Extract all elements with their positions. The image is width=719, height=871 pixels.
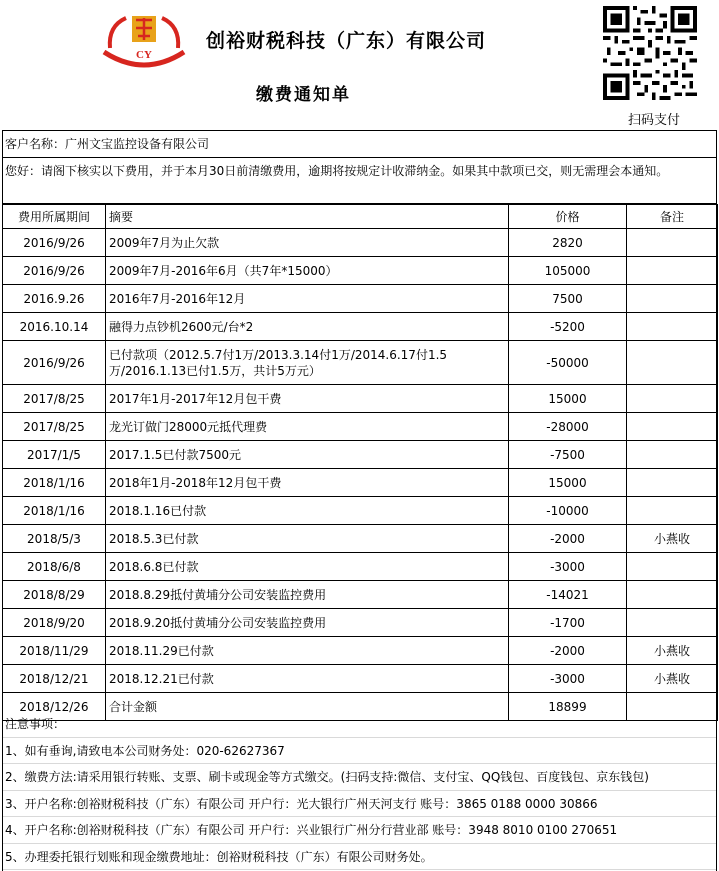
- document-header: [0, 0, 719, 130]
- period-cell: 2016.9.26: [3, 285, 106, 313]
- customer-row: [3, 131, 716, 158]
- summary-cell: 2018.6.8已付款: [106, 553, 509, 581]
- customer-name: 广州文宝监控设备有限公司: [65, 137, 210, 151]
- note-cell: [627, 341, 718, 385]
- notice-form: [2, 130, 717, 721]
- summary-cell: 2017.1.5已付款7500元: [106, 441, 509, 469]
- note-item: 2、缴费方法:请采用银行转账、支票、刷卡或现金等方式缴交。(扫码支持:微信、支付宝、QQ钱包、百度钱包、京东钱包): [3, 764, 716, 791]
- payment-qr-code[interactable]: [600, 6, 700, 100]
- note-cell: [627, 497, 718, 525]
- summary-cell: 已付款项（2012.5.7付1万/2013.3.14付1万/2014.6.17付1.5万/2016.1.13已付1.5万，共计5万元）: [106, 341, 509, 385]
- table-row: [3, 609, 718, 637]
- company-name: 创裕财税科技（广东）有限公司: [206, 30, 487, 52]
- note-cell: [627, 553, 718, 581]
- total-amount: 18899: [509, 693, 627, 721]
- price-cell: 7500: [509, 285, 627, 313]
- summary-cell: 2018.11.29已付款: [106, 637, 509, 665]
- period-cell: 2017/1/5: [3, 441, 106, 469]
- note-item: 1、如有垂询,请致电本公司财务处：020-62627367: [3, 738, 716, 765]
- period-cell: 2018/11/29: [3, 637, 106, 665]
- summary-cell: 2017年1月-2017年12月包干费: [106, 385, 509, 413]
- price-cell: -14021: [509, 581, 627, 609]
- price-cell: -3000: [509, 553, 627, 581]
- period-cell: 2016/9/26: [3, 257, 106, 285]
- period-cell: 2018/8/29: [3, 581, 106, 609]
- summary-cell: 2018.9.20抵付黄埔分公司安装监控费用: [106, 609, 509, 637]
- table-row: [3, 313, 718, 341]
- note-cell: [627, 385, 718, 413]
- customer-label: 客户名称：: [5, 137, 66, 151]
- qr-caption: 扫码支付: [628, 113, 681, 128]
- note-item: 3、开户名称:创裕财税科技（广东）有限公司 开户行：光大银行广州天河支行 账号：3865 0188 0000 30866: [3, 791, 716, 818]
- period-cell: 2018/6/8: [3, 553, 106, 581]
- period-cell: 2016/9/26: [3, 341, 106, 385]
- period-cell: 2017/8/25: [3, 385, 106, 413]
- price-cell: 2820: [509, 229, 627, 257]
- note-item: 4、开户名称:创裕财税科技（广东）有限公司 开户行：兴业银行广州分行营业部 账号：3948 8010 0100 270651: [3, 817, 716, 844]
- company-logo: [98, 8, 190, 80]
- table-row: [3, 469, 718, 497]
- table-row: [3, 665, 718, 693]
- table-row: [3, 229, 718, 257]
- period-cell: 2018/5/3: [3, 525, 106, 553]
- notes-section: [2, 711, 717, 871]
- summary-cell: 2018年1月-2018年12月包干费: [106, 469, 509, 497]
- table-row: [3, 525, 718, 553]
- price-cell: -28000: [509, 413, 627, 441]
- period-cell: 2017/8/25: [3, 413, 106, 441]
- note-cell: [627, 469, 718, 497]
- period-cell: 2018/12/21: [3, 665, 106, 693]
- summary-cell: 2009年7月为止欠款: [106, 229, 509, 257]
- document-title: 缴费通知单: [256, 85, 351, 105]
- fee-table-header: [3, 205, 718, 229]
- column-header-note: 备注: [627, 205, 718, 229]
- table-row: [3, 637, 718, 665]
- note-cell: 小燕收: [627, 637, 718, 665]
- table-row: [3, 385, 718, 413]
- total-label: 合计金额: [106, 693, 509, 721]
- table-row: [3, 257, 718, 285]
- note-cell: [627, 413, 718, 441]
- summary-cell: 2016年7月-2016年12月: [106, 285, 509, 313]
- note-cell: [627, 441, 718, 469]
- column-header-summary: 摘要: [106, 205, 509, 229]
- summary-cell: 2018.12.21已付款: [106, 665, 509, 693]
- summary-cell: 2018.8.29抵付黄埔分公司安装监控费用: [106, 581, 509, 609]
- period-cell: 2018/1/16: [3, 497, 106, 525]
- note-cell: 小燕收: [627, 525, 718, 553]
- summary-cell: 融得力点钞机2600元/台*2: [106, 313, 509, 341]
- period-cell: 2018/1/16: [3, 469, 106, 497]
- price-cell: -2000: [509, 525, 627, 553]
- summary-cell: 2018.5.3已付款: [106, 525, 509, 553]
- table-row: [3, 497, 718, 525]
- note-cell: [627, 609, 718, 637]
- table-row: [3, 553, 718, 581]
- note-cell: [627, 581, 718, 609]
- table-row: [3, 581, 718, 609]
- period-cell: 2016.10.14: [3, 313, 106, 341]
- price-cell: -7500: [509, 441, 627, 469]
- notice-text: 您好：请阁下核实以下费用，并于本月30日前清缴费用，逾期将按规定计收滞纳金。如果其中款项已交，则无需理会本通知。: [3, 158, 716, 204]
- note-cell: [627, 229, 718, 257]
- price-cell: -2000: [509, 637, 627, 665]
- summary-cell: 龙光订做门28000元抵代理费: [106, 413, 509, 441]
- price-cell: -5200: [509, 313, 627, 341]
- logo-text: CY: [136, 49, 152, 61]
- table-row: [3, 413, 718, 441]
- price-cell: -10000: [509, 497, 627, 525]
- table-row: [3, 285, 718, 313]
- price-cell: -50000: [509, 341, 627, 385]
- column-header-price: 价格: [509, 205, 627, 229]
- note-item: 5、办理委托银行划账和现金缴费地址：创裕财税科技（广东）有限公司财务处。: [3, 844, 716, 871]
- price-cell: -3000: [509, 665, 627, 693]
- summary-cell: 2018.1.16已付款: [106, 497, 509, 525]
- fee-table: [2, 204, 718, 721]
- table-row: [3, 341, 718, 385]
- notes-title: 注意事项：: [3, 711, 716, 738]
- price-cell: 105000: [509, 257, 627, 285]
- price-cell: 15000: [509, 385, 627, 413]
- table-row: [3, 441, 718, 469]
- note-cell: 小燕收: [627, 665, 718, 693]
- column-header-period: 费用所属期间: [3, 205, 106, 229]
- note-cell: [627, 313, 718, 341]
- period-cell: 2016/9/26: [3, 229, 106, 257]
- price-cell: 15000: [509, 469, 627, 497]
- summary-cell: 2009年7月-2016年6月（共7年*15000）: [106, 257, 509, 285]
- period-cell: 2018/9/20: [3, 609, 106, 637]
- period-cell: 2018/12/26: [3, 693, 106, 721]
- price-cell: -1700: [509, 609, 627, 637]
- note-cell: [627, 257, 718, 285]
- note-cell: [627, 285, 718, 313]
